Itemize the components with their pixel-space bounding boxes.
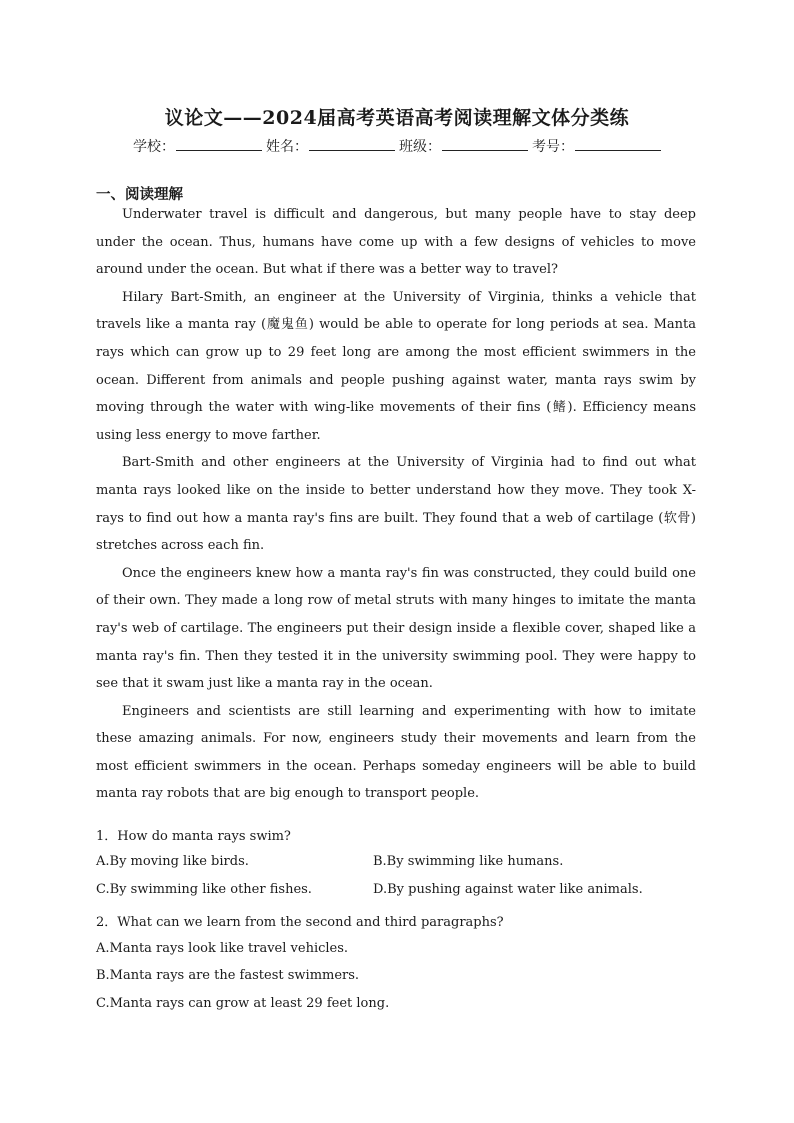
question-1-stem: 1．How do manta rays swim? [96,829,291,844]
name-blank [309,138,395,151]
section-heading: 一、阅读理解 [96,186,183,203]
question-1-option-b: B.By swimming like humans. [373,854,564,869]
name-label: 姓名： [266,139,308,155]
student-info-line [0,136,794,156]
school-blank [176,138,262,151]
passage-paragraph-3: Bart-Smith and other engineers at the University of Virginia had to find out what manta rays looked like on the inside to better understand how they move. They took X-rays to find out how a manta ray's fins are built. They found that a web of cartilage (软骨) stretches across each fin. [96,455,696,554]
document-title: 议论文——2024届高考英语高考阅读理解文体分类练 [164,107,630,129]
number-label: 考号： [532,139,574,155]
passage-paragraph-5: Engineers and scientists are still learning and experimenting with how to imitate these amazing animals. For now, engineers study their movements and learn from the most efficient swimmers in the ocean. Perhaps someday engineers will be able to build manta ray robots that are big enough to transport people. [96,703,696,802]
question-2-option-a: A.Manta rays look like travel vehicles. [96,941,349,956]
question-2-option-c: C.Manta rays can grow at least 29 feet long. [96,996,390,1011]
question-2-stem: 2．What can we learn from the second and third paragraphs? [96,915,504,930]
class-label: 班级： [399,139,441,155]
class-blank [442,138,528,151]
passage-paragraph-1: Underwater travel is difficult and dangerous, but many people have to stay deep under the ocean. Thus, humans have come up with a few designs of vehicles to move around under the ocean. But what if there was a better way to travel? [96,207,696,278]
question-1-option-c: C.By swimming like other fishes. [96,882,312,897]
school-label: 学校： [133,139,175,155]
number-blank [575,138,661,151]
question-1-option-d: D.By pushing against water like animals. [373,882,643,897]
passage-paragraph-4: Once the engineers knew how a manta ray's fin was constructed, they could build one of their own. They made a long row of metal struts with many hinges to imitate the manta ray's web of cartilage. The engineers put their design inside a flexible cover, shaped like a manta ray's fin. Then they tested it in the university swimming pool. They were happy to see that it swam just like a manta ray in the ocean. [96,565,696,692]
reading-passage [96,201,696,808]
question-2-option-b: B.Manta rays are the fastest swimmers. [96,968,360,983]
question-1-option-a: A.By moving like birds. [96,854,249,869]
passage-paragraph-2: Hilary Bart-Smith, an engineer at the University of Virginia, thinks a vehicle that travels like a manta ray (魔鬼鱼) would be able to operate for long periods at sea. Manta rays which can grow up to 29 feet long are among the most efficient swimmers in the ocean. Different from animals and people pushing against water, manta rays swim by moving through the water with wing-like movements of their fins (鳍). Efficiency means using less energy to move farther. [96,289,696,443]
